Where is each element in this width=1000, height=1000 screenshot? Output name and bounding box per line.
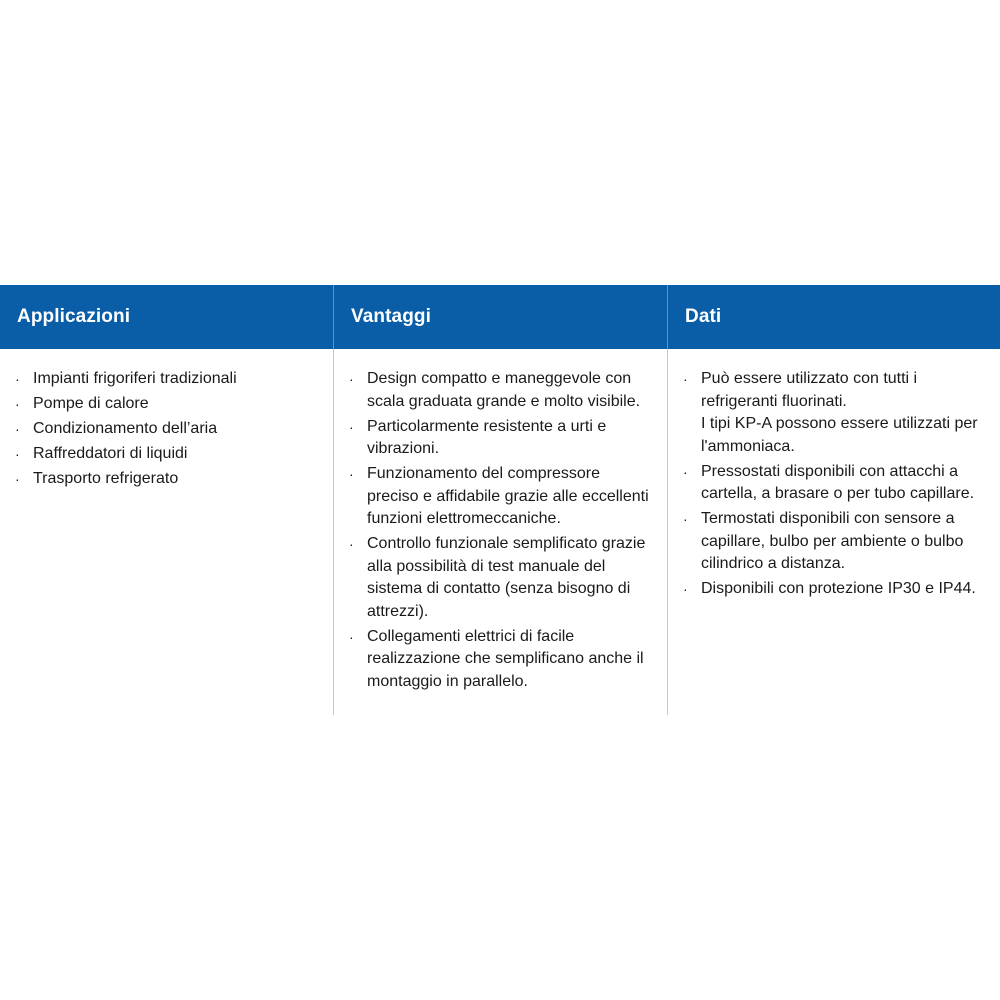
list-item-text: Pressostati disponibili con attacchi a cartella, a brasare o per tubo capillare. bbox=[701, 462, 975, 502]
bullet-icon: · bbox=[349, 536, 354, 552]
list-item-text: Termostati disponibili con sensore a capillare, bulbo per ambiente o bulbo cilindrico a distanza. bbox=[701, 510, 964, 572]
list-item-text: Design compatto e maneggevole con scala graduata grande e molto visibile. bbox=[367, 370, 641, 410]
list-item bbox=[334, 626, 667, 694]
list-item bbox=[334, 463, 667, 531]
list-item-text: Particolarmente resistente a urti e vibrazioni. bbox=[367, 417, 607, 457]
bullet-list bbox=[668, 368, 1000, 601]
bullet-icon: · bbox=[683, 371, 688, 387]
list-item bbox=[668, 461, 1000, 506]
list-item-text: Condizionamento dell’aria bbox=[33, 420, 218, 437]
list-item-text: Controllo funzionale semplificato grazie alla possibilità di test manuale del sistema di contatto (senza bisogno di attrezzi). bbox=[367, 535, 646, 620]
list-item bbox=[0, 418, 333, 441]
column-applicazioni bbox=[0, 349, 333, 715]
table-body-row bbox=[0, 349, 1000, 715]
column-dati bbox=[667, 349, 1000, 715]
list-item bbox=[0, 393, 333, 416]
list-item-text: Collegamenti elettrici di facile realizzazione che semplificano anche il montaggio in parallelo. bbox=[367, 627, 644, 690]
list-item bbox=[334, 533, 667, 623]
bullet-icon: · bbox=[15, 471, 20, 487]
bullet-icon: · bbox=[683, 511, 688, 527]
header-applicazioni: Applicazioni bbox=[17, 306, 131, 327]
list-item bbox=[668, 368, 1000, 458]
list-item-text: Funzionamento del compressore preciso e affidabile grazie alle eccellenti funzioni elettromeccaniche. bbox=[367, 465, 649, 527]
list-item bbox=[0, 368, 333, 391]
list-item bbox=[334, 368, 667, 413]
bullet-list bbox=[0, 368, 333, 491]
list-item bbox=[334, 416, 667, 461]
list-item-text: Raffreddatori di liquidi bbox=[33, 445, 188, 462]
list-item-text: Trasporto refrigerato bbox=[33, 470, 179, 487]
header-dati: Dati bbox=[667, 285, 1000, 349]
list-item bbox=[0, 443, 333, 466]
bullet-icon: · bbox=[349, 371, 354, 387]
bullet-icon: · bbox=[15, 421, 20, 437]
bullet-icon: · bbox=[15, 396, 20, 412]
bullet-icon: · bbox=[15, 371, 20, 387]
list-item-text: Può essere utilizzato con tutti i refrigeranti fluorinati. I tipi KP-A possono essere utilizzati per l'ammoniaca. bbox=[701, 370, 978, 455]
bullet-icon: · bbox=[15, 446, 20, 462]
bullet-icon: · bbox=[683, 463, 688, 480]
list-item bbox=[668, 578, 1000, 601]
header-vantaggi: Vantaggi bbox=[333, 285, 667, 349]
bullet-icon: · bbox=[349, 418, 354, 435]
column-vantaggi bbox=[333, 349, 667, 715]
list-item bbox=[0, 468, 333, 491]
list-item-text: Impianti frigoriferi tradizionali bbox=[33, 370, 237, 387]
feature-table bbox=[0, 285, 1000, 715]
bullet-icon: · bbox=[349, 628, 354, 645]
table-header-row bbox=[0, 285, 1000, 349]
list-item-text: Disponibili con protezione IP30 e IP44. bbox=[701, 580, 976, 597]
bullet-list bbox=[334, 368, 667, 693]
bullet-icon: · bbox=[683, 581, 688, 597]
list-item bbox=[668, 508, 1000, 576]
bullet-icon: · bbox=[349, 466, 354, 482]
list-item-text: Pompe di calore bbox=[33, 395, 149, 412]
